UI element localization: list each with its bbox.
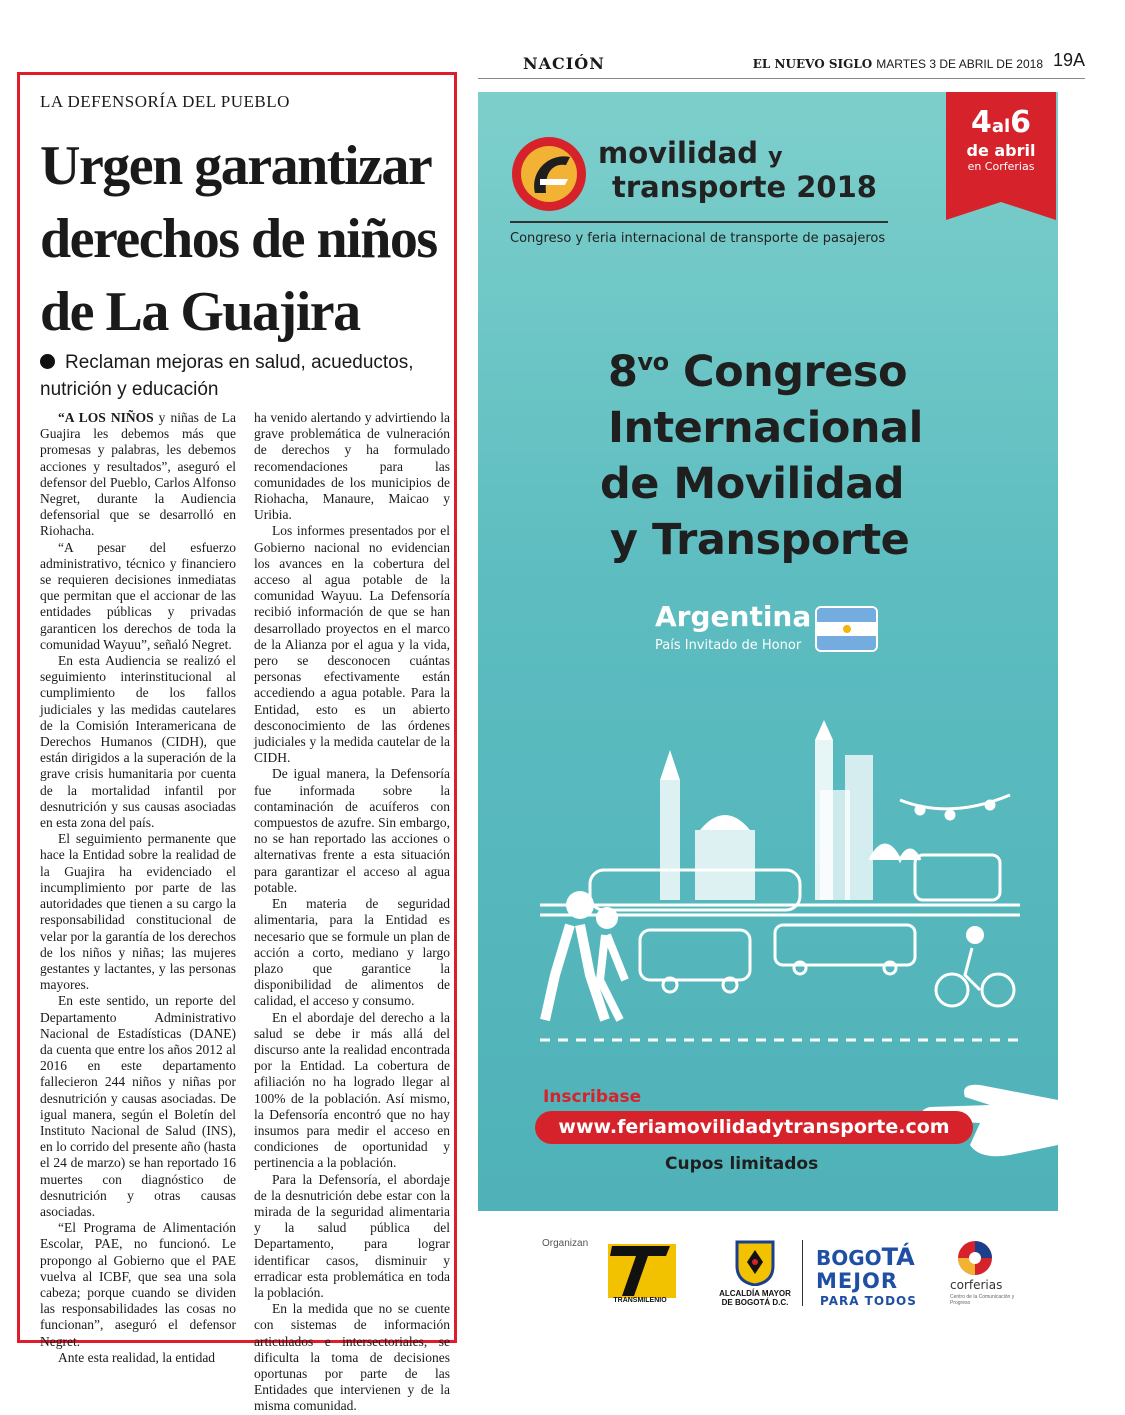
corferias-tagline: Centro de la Comunicación y Progreso [950,1294,1015,1306]
paragraph: Los informes presentados por el Gobierno nacional no evidencian los avances en la cobertura del acceso al agua potable de la comunidad Wayuu. La Defensoría recibió información de que se han desarrollado proyectos en el marco de la Alianza por el agua y la vida, pero se desconocen cuántas personas efectivamente están accediendo a agua potable. Para la Entidad, esto es un abierto desconocimiento de las órdenes judiciales y la medida cautelar de la CIDH. [254,523,450,766]
bogota-shield-icon [735,1240,775,1286]
masthead-info [753,57,1043,71]
event-logo-icon [510,135,588,213]
article-column-1 [40,410,236,1366]
bullet-icon [40,354,55,369]
paragraph [40,410,236,540]
congress-line-4: y Transporte [610,515,910,565]
paragraph: Ante esta realidad, la entidad [58,1349,216,1365]
transmilenio-logo-icon [600,1236,680,1306]
guest-country: Argentina [655,600,812,633]
paragraph: En este sentido, un reporte del Departamento Administrativo Nacional de Estadísticas (DANE) da cuenta que entre los años 2012 al 2016 en este departamento fallecieron 244 niños y niñas por desnutrición y causas asociadas. De igual manera, según el Boletín del Instituto Nacional de Salud (INS), en lo corrido del presente año (hasta el 24 de marzo) se han reportado 16 muertes con diagnóstico de desnutrición y otras causas asociadas. [40,993,236,1219]
congress-line-3: de Movilidad [600,459,905,509]
city-transport-illustration [510,720,1030,1050]
bogota-para-todos: PARA TODOS [820,1294,917,1308]
paragraph: De igual manera, la Defensoría fue informada sobre la contaminación de acuíferos con compuestos de azufre. Sin embargo, no se han reportado las acciones o alternativas frente a esta situación para garantizar el acceso al agua potable. [254,766,450,895]
date-start: 4 [970,105,992,140]
logo-y: y [768,144,783,169]
transmilenio-name: TRANSMILENIO [613,1297,667,1304]
guest-label: País Invitado de Honor [655,638,802,653]
paragraph: ha venido alertando y advirtiendo la grave problemática de vulneración de derechos y ha formulado recomendaciones para las comunidades de los municipios de Riohacha, Manaure, Maicao y Uribia. [254,410,450,523]
date-venue: en Corferias [967,160,1035,173]
paragraph: “El Programa de Alimentación Escolar, PAE, no funcionó. Le propongo al Gobierno que el PAE vuelva al ICBF, que sea una sola cabeza; porque cuando se dividen las responsabilidades las cosas no funcionan”, aseguró el defensor Negret. [40,1220,236,1349]
page-number: 19A [1052,50,1085,70]
article-column-2 [254,410,450,1415]
paragraph: En el abordaje del derecho a la salud se debe ir más allá del discurso ante la realidad encontrada por la Entidad. La cobertura de afiliación no ha logrado llegar al 100% de la población. Así mismo, la Defensoría encontró que no hay insumos para medir el acceso en condiciones de oportunidad y pertinencia a la población. [254,1009,450,1171]
bogota-part-b: TÁ [881,1243,915,1271]
issue-date: MARTES 3 DE ABRIL DE 2018 [876,57,1043,71]
article-kicker: LA DEFENSORÍA DEL PUEBLO [40,92,290,111]
congress-line-2: Internacional [608,403,923,453]
logo-divider [510,221,888,223]
congress-number: 8 [608,347,638,397]
bogota-wordmark [816,1243,915,1271]
event-logo-title [598,138,877,203]
event-logo-subtitle: Congreso y feria internacional de transporte de pasajeros [510,231,886,246]
publication-name: EL NUEVO SIGLO [752,57,873,71]
date-al: al [991,116,1011,137]
bogota-mejor: MEJOR [816,1269,899,1293]
congress-title [600,334,980,568]
article-headline: Urgen garantizar derechos de niños de La Guajira [40,135,437,343]
logo-word: movilidad [598,136,758,170]
paragraph: En esta Audiencia se realizó el seguimiento interinstitucional al cumplimiento de los fallos judiciales y las medidas cautelares de la Comisión Interamericana de Derechos Humanos (CIDH), que están dirigidos a la superación de la grave crisis humanitaria por cuenta de la mortalidad infantil por desnutrición y sus causas asociadas en esta zona del país. [40,653,236,831]
organizers-label: Organizan [542,1238,589,1249]
date-end: 6 [1010,105,1032,140]
alcaldia-name: ALCALDÍA MAYOR DE BOGOTÁ D.C. [719,1289,791,1307]
paragraph: “A pesar del esfuerzo administrativo, técnico y financiero se requieren decisiones inmediatas que permitan que el accionar de las entidades públicas y privadas garanticen los derechos de toda la comunidad Wayuu”, señaló Negret. [40,539,236,652]
lead-in: “A LOS NIÑOS [58,410,154,425]
date-month: de abril [966,141,1036,160]
subhead-text: Reclaman mejoras en salud, acueductos, nutrición y educación [40,352,414,400]
date-badge-text [946,105,1056,174]
paragraph: El seguimiento permanente que hace la Entidad sobre la realidad de la Guajira ha evidenciado el incumplimiento por parte de las autoridades que tienen a su cargo la responsabilidad constitucional de velar por la garantía de los derechos de los niños y niñas; las mujeres gestantes y lactantes, y las personas mayores. [40,831,236,993]
sponsor-divider [802,1240,803,1306]
paragraph-text: y niñas de La Guajira les debemos más que promesas y palabras, les debemos acciones y resultados”, aseguró el defensor del Pueblo, Carlos Alfonso Negret, durante la Audiencia defensorial que se desarrolló en Riohacha. [40,410,236,539]
congress-ordinal: vo [637,348,669,376]
register-label: Inscribase [543,1087,642,1107]
corferias-name: corferias [950,1278,1003,1292]
paragraph: Para la Defensoría, el abordaje de la desnutrición debe estar con la mirada de la seguridad alimentaria y la salud pública del Departamento, para lograr identificar casos, disminuir y erradicar esta problemática en toda la población. [254,1171,450,1300]
congress-word: Congreso [668,347,908,397]
paragraph: En materia de seguridad alimentaria, para la Entidad es necesario que se formule un plan de acción a corto, mediano y largo plazo que garantice la disponibilidad de alimentos de calidad, el acceso y consumo. [254,896,450,1009]
article-subhead [40,349,440,403]
paragraph: En la medida que no se cuente con sistemas de información articulados e intersectoriales, se dificulta la toma de decisiones oportunas por parte de las Entidades que intervienen y de la misma comunidad. [254,1301,450,1414]
corferias-logo-icon [957,1240,993,1276]
logo-line-2: transporte 2018 [612,170,877,204]
event-url-link[interactable]: www.feriamovilidadytransporte.com [558,1116,950,1138]
bogota-part-a: BOGO [816,1246,882,1270]
limited-seats-text: Cupos limitados [665,1154,819,1174]
section-name: NACIÓN [523,54,605,73]
argentina-flag-icon [815,606,878,652]
header-divider [478,78,1085,79]
